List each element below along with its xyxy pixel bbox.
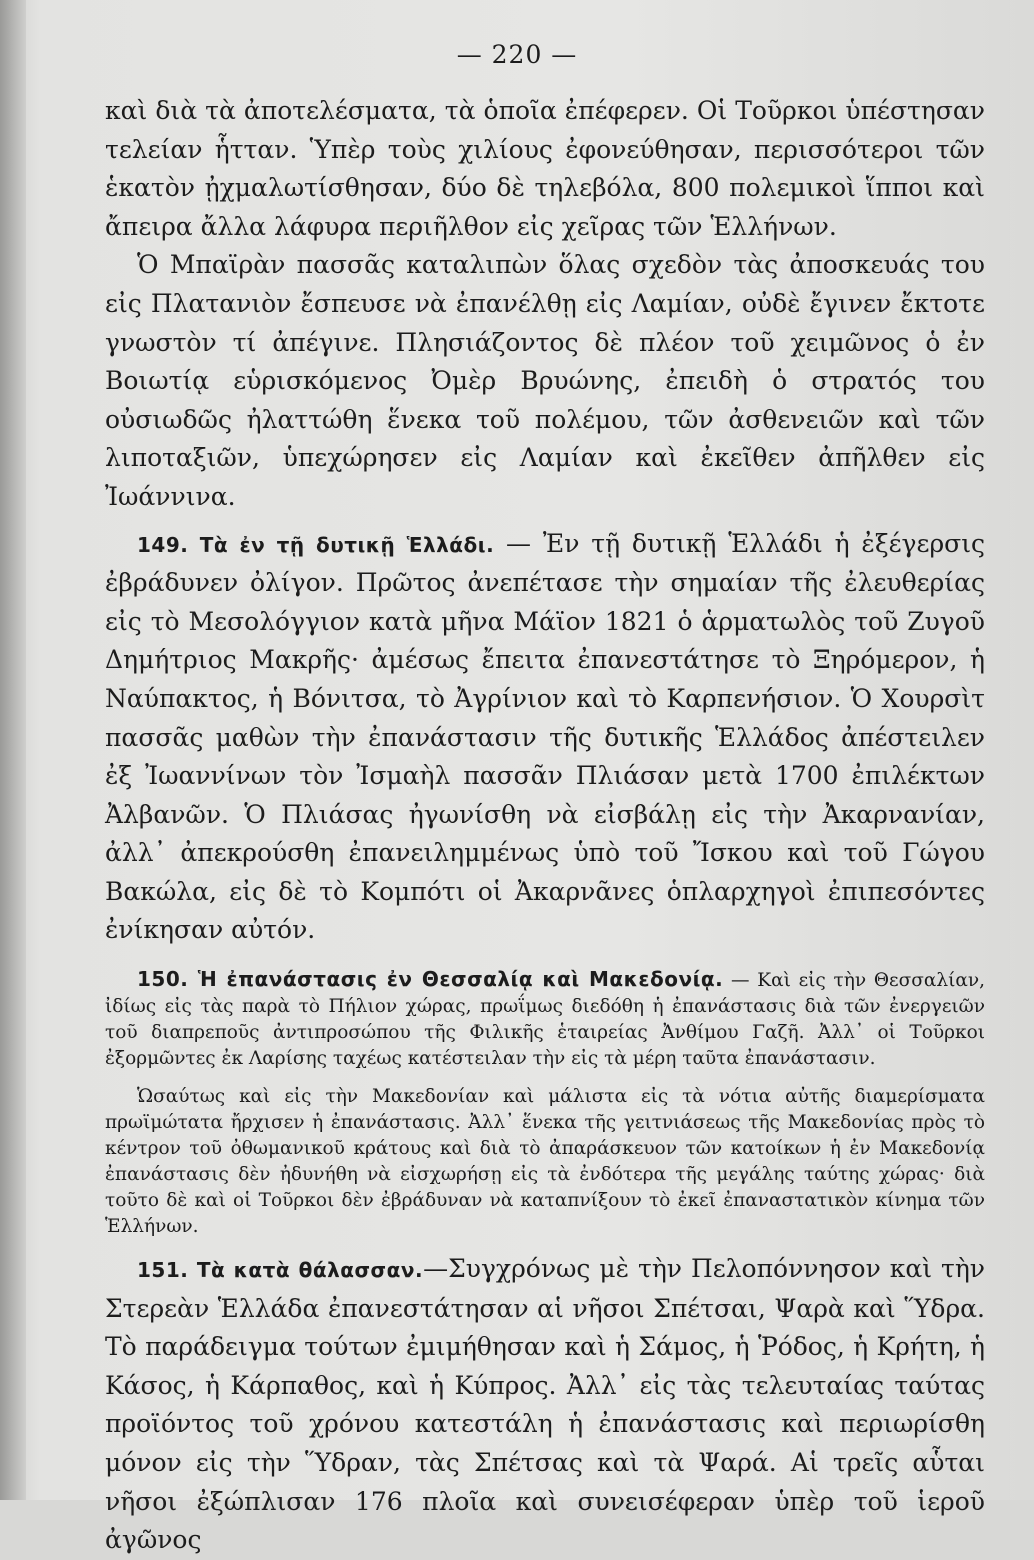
paragraph-battle-result: καὶ διὰ τὰ ἀποτελέσματα, τὰ ὁποῖα ἐπέφερεν. Οἱ Τοῦρκοι ὑπέστησαν τελείαν ἧτταν. Ὑπὲρ τοὺς χιλίους ἐφονεύθησαν, περισσότεροι τῶν ἑκατὸν ᾐχμαλωτίσθησαν, δύο δὲ τηλεβόλα, 800 πολεμικοὶ ἵπποι καὶ ἄπειρα ἄλλα λάφυρα περιῆλθον εἰς χεῖρας τῶν Ἑλλήνων. (105, 96, 985, 241)
section-149 (105, 525, 985, 951)
paragraph-bairan-pasha: Ὁ Μπαϊρὰν πασσᾶς καταλιπὼν ὅλας σχεδὸν τὰς ἀποσκευάς του εἰς Πλατανιὸν ἔσπευσε νὰ ἐπανέλθῃ εἰς Λαμίαν, οὐδὲ ἔγινεν ἔκτοτε γνωστὸν τί ἀπέγινε. Πλησιάζοντος δὲ πλέον τοῦ χειμῶνος ὁ ἐν Βοιωτίᾳ εὑρισκόμενος Ὀμὲρ Βρυώνης, ἐπειδὴ ὁ στρατός του οὐσιωδῶς ἠλαττώθη ἕνεκα τοῦ πολέμου, τῶν ἀσθενειῶν καὶ τῶν λιποταξιῶν, ὑπεχώρησεν εἰς Λαμίαν καὶ ἐκεῖθεν ἀπῆλθεν εἰς Ἰωάννινα. (105, 250, 985, 511)
section-151-text: —Συγχρόνως μὲ τὴν Πελοπόννησον καὶ τὴν Στερεὰν Ἑλλάδα ἐπανεστάτησαν αἱ νῆσοι Σπέτσαι, Ψαρὰ καὶ Ὕδρα. Τὸ παράδειγμα τούτων ἐμιμήθησαν καὶ ἡ Σάμος, ἡ Ῥόδος, ἡ Κρήτη, ἡ Κάσος, ἡ Κάρπαθος, καὶ ἡ Κύπρος. Ἀλλ᾽ εἰς τὰς τελευταίας ταύτας προϊόντος τοῦ χρόνου κατεστάλη ἡ ἐπανάστασις καὶ περιωρίσθη μόνον εἰς τὴν Ὕδραν, τὰς Σπέτσας καὶ τὰ Ψαρά. Αἱ τρεῖς αὗται νῆσοι ἐξώπλισαν 176 πλοῖα καὶ συνεισέφεραν ὑπὲρ τοῦ ἱεροῦ ἀγῶνος (105, 1254, 986, 1555)
paragraph-makedonia: Ὡσαύτως καὶ εἰς τὴν Μακεδονίαν καὶ μάλιστα εἰς τὰ νότια αὐτῆς διαμερίσματα πρωϊμώτατα ἤρχισεν ἡ ἐπανάστασις. Ἀλλ᾽ ἕνεκα τῆς γειτνιάσεως τῆς Μακεδονίας πρὸς τὸ κέντρον τοῦ ὀθωμανικοῦ κράτους καὶ διὰ τὸ ἀπαράσκευον τῶν κατοίκων ἡ ἐν Μακεδονίᾳ ἐπανάστασις δὲν ἠδυνήθη νὰ εἰσχωρήσῃ εἰς τὰ ἐνδότερα τῆς μεγάλης ταύτης χώρας· διὰ τοῦτο δὲ καὶ οἱ Τοῦρκοι δὲν ἐβράδυναν νὰ καταπνίξουν τὸ ἐκεῖ ἐπαναστατικὸν κίνημα τῶν Ἑλλήνων. (105, 1086, 985, 1238)
section-150 (105, 966, 985, 1072)
section-151-heading: 151. Τὰ κατὰ θάλασσαν. (137, 1258, 424, 1283)
section-149-heading: 149. Τὰ ἐν τῇ δυτικῇ Ἑλλάδι. (137, 532, 495, 557)
section-151 (105, 1250, 985, 1560)
section-150-heading: 150. Ἡ ἐπανάστασις ἐν Θεσσαλίᾳ καὶ Μακεδονίᾳ. (137, 967, 724, 992)
page-number: — 220 — (456, 40, 578, 69)
page-edge-shadow (0, 0, 26, 1500)
section-150-text: — Καὶ εἰς τὴν Θεσσαλίαν, ἰδίως εἰς τὰς παρὰ τὸ Πήλιον χώρας, πρωΐμως διεδόθη ἡ ἐπανάστασις διὰ τῶν ἐνεργειῶν τοῦ διαπρεποῦς ἀντιπροσώπου τῆς Φιλικῆς ἑταιρείας Ἀνθίμου Γαζῆ. Ἀλλ᾽ οἱ Τοῦρκοι ἐξορμῶντες ἐκ Λαρίσης ταχέως κατέστειλαν τὴν εἰς τὰ μέρη ταῦτα ἐπανάστασιν. (105, 970, 985, 1070)
page-text (105, 92, 985, 1560)
section-149-text: — Ἐν τῇ δυτικῇ Ἑλλάδι ἡ ἐξέγερσις ἐβράδυνεν ὀλίγον. Πρῶτος ἀνεπέτασε τὴν σημαίαν τῆς ἐλευθερίας εἰς τὸ Μεσολόγγιον κατὰ μῆνα Μάϊον 1821 ὁ ἁρματωλὸς τοῦ Ζυγοῦ Δημήτριος Μακρῆς· ἀμέσως ἔπειτα ἐπανεστάτησε τὸ Ξηρόμερον, ἡ Ναύπακτος, ἡ Βόνιτσα, τὸ Ἀγρίνιον καὶ τὸ Καρπενήσιον. Ὁ Χουρσὶτ πασσᾶς μαθὼν τὴν ἐπανάστασιν τῆς δυτικῆς Ἑλλάδος ἀπέστειλεν ἐξ Ἰωαννίνων τὸν Ἰσμαὴλ πασσᾶν Πλιάσαν μετὰ 1700 ἐπιλέκτων Ἀλβανῶν. Ὁ Πλιάσας ἠγωνίσθη νὰ εἰσβάλῃ εἰς τὴν Ἀκαρνανίαν, ἀλλ᾽ ἀπεκρούσθη ἐπανειλημμένως ὑπὸ τοῦ Ἴσκου καὶ τοῦ Γώγου Βακώλα, εἰς δὲ τὸ Κομπότι οἱ Ἀκαρνᾶνες ὁπλαρχηγοὶ ἐπιπεσόντες ἐνίκησαν αὐτόν. (105, 528, 986, 945)
